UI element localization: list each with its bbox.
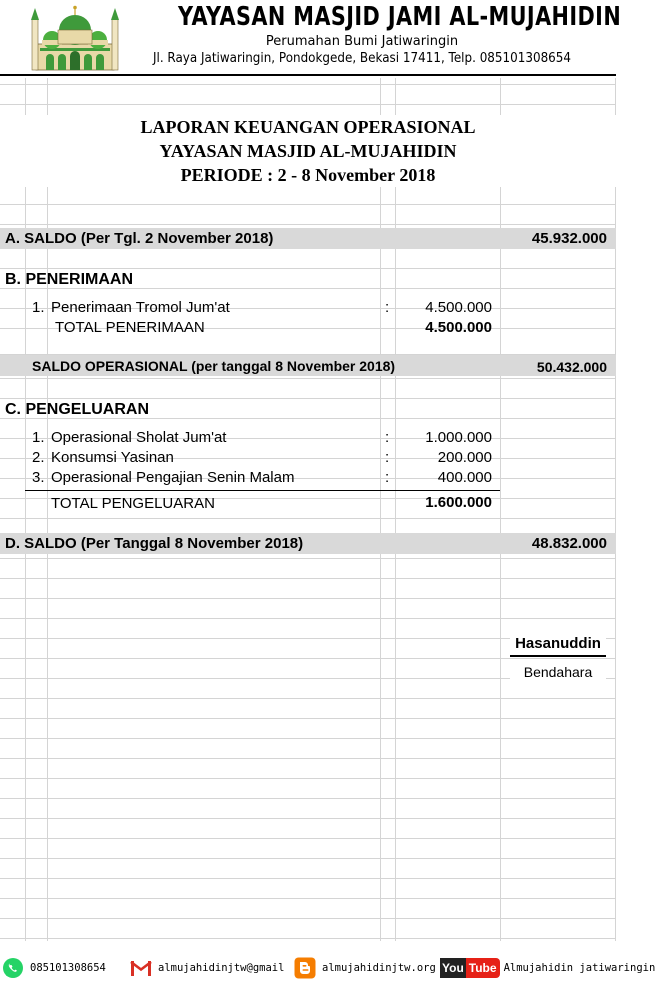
footer-phone[interactable] [2,956,106,980]
pengeluaran-item-colon: : [385,469,390,486]
pengeluaran-item-num: 1. [32,429,45,446]
footer-email-text: almujahidinjtw@gmail [158,962,285,974]
penerimaan-item-num: 1. [32,299,45,316]
total-pengeluaran-amount: 1.600.000 [425,494,492,511]
footer-phone-text: 085101308654 [30,962,106,974]
signatory-role: Bendahara [510,662,606,682]
pengeluaran-item-desc: Operasional Sholat Jum'at [51,429,227,446]
whatsapp-icon [2,957,24,979]
saldo-awal-amount: 45.932.000 [531,230,607,247]
gmail-icon [130,957,152,979]
contact-footer [0,948,655,988]
penerimaan-item-amount: 4.500.000 [425,299,492,316]
footer-blog[interactable] [294,956,436,980]
penerimaan-heading: B. PENERIMAAN [5,271,134,288]
signature-line [510,655,606,657]
pengeluaran-item-num: 2. [32,449,45,466]
blogger-icon [294,957,316,979]
pengeluaran-item-num: 3. [32,469,45,486]
report-title-period: PERIODE : 2 - 8 November 2018 [0,163,616,187]
pengeluaran-heading: C. PENGELUARAN [5,401,150,418]
penerimaan-item-colon: : [385,299,390,316]
pengeluaran-item-desc: Konsumsi Yasinan [51,449,174,466]
pengeluaran-item-amount: 400.000 [437,469,492,486]
letterhead [0,0,622,78]
youtube-icon [440,958,500,978]
total-penerimaan-label: TOTAL PENERIMAAN [55,319,205,336]
youtube-badge-you: You [440,958,466,978]
organization-subtitle: Perumahan Bumi Jatiwaringin [265,34,459,49]
report-title-1: LAPORAN KEUANGAN OPERASIONAL [0,115,616,139]
organization-address: Jl. Raya Jatiwaringin, Pondokgede, Bekasi 17411, Telp. 085101308654 [152,51,572,66]
total-pengeluaran-rule [25,490,500,491]
saldo-akhir-amount: 48.832.000 [531,535,607,552]
total-penerimaan-amount: 4.500.000 [425,319,492,336]
saldo-operasional-label: SALDO OPERASIONAL (per tanggal 8 November 2018) [32,358,396,374]
pengeluaran-item-desc: Operasional Pengajian Senin Malam [51,469,295,486]
pengeluaran-item-colon: : [385,449,390,466]
footer-email[interactable] [130,956,284,980]
youtube-badge-tube: Tube [466,958,500,978]
penerimaan-item-desc: Penerimaan Tromol Jum'at [51,299,230,316]
report-title-2: YAYASAN MASJID AL-MUJAHIDIN [0,139,616,163]
saldo-awal-label: A. SALDO (Per Tgl. 2 November 2018) [5,230,274,247]
footer-youtube-text: Almujahidin jatiwaringin [503,962,655,974]
footer-youtube[interactable] [440,956,655,980]
pengeluaran-item-amount: 200.000 [437,449,492,466]
mosque-logo [30,4,120,72]
signatory-name: Hasanuddin [510,634,606,654]
pengeluaran-item-colon: : [385,429,390,446]
saldo-operasional-amount: 50.432.000 [536,359,607,375]
header-divider [0,74,616,76]
footer-blog-text: almujahidinjtw.org [322,962,436,974]
saldo-akhir-label: D. SALDO (Per Tanggal 8 November 2018) [5,535,304,552]
pengeluaran-item-amount: 1.000.000 [425,429,492,446]
total-pengeluaran-label: TOTAL PENGELUARAN [51,495,215,512]
organization-name: YAYASAN MASJID JAMI AL-MUJAHIDIN [178,2,622,32]
